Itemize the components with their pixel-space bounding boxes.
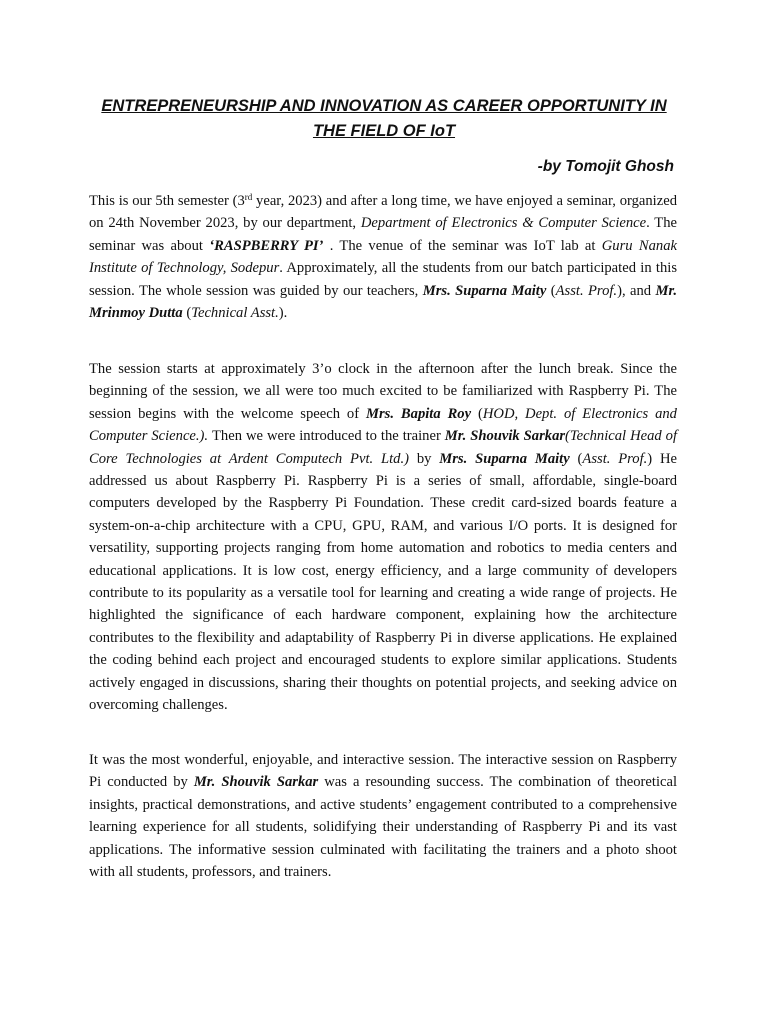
text: It was the most wonderful, enjoyable, and interactive session. The interactive session on Raspberry Pi conducted by [89,752,677,791]
title-line-1: ENTREPRENEURSHIP AND INNOVATION AS CAREER OPPORTUNITY IN [101,97,667,115]
text: Then we were introduced to the trainer [212,428,445,445]
teacher-name: Mrs. Suparna Maity [439,450,570,467]
seminar-topic: ‘RASPBERRY PI’ [209,237,324,254]
text: . Approximately, all the students from our batch participated in this session. The whole session was guided by our teachers, [89,260,677,299]
text: year, 2023) and after a long time, we have enjoyed a seminar, organized on 24th November 2023, by our department, [89,193,677,232]
trainer-role: (Technical Head of Core Technologies at Ardent Computech Pvt. Ltd.) [89,428,677,467]
text: ( [471,405,483,422]
text: ( [569,450,583,467]
text: by [408,450,440,467]
document-title [86,94,682,144]
venue-name: Guru Nanak Institute of Technology, Sodepur [89,237,677,277]
text: was a resounding success. The combination of theoretical insights, practical demonstrations, and active students’ engagement contributed to a comprehensive learning experience for all students, solidifying their understanding of Raspberry Pi and its vast applications. The informative session culminated with facilitating the trainers and a photo shoot with all students, professors, and trainers. [89,774,678,881]
paragraph-conclusion [89,749,677,883]
author-byline: -by Tomojit Ghosh [537,158,674,175]
text: . The venue of the seminar was IoT lab at [323,237,602,254]
trainer-name: Mr. Shouvik Sarkar [193,774,319,791]
department-name: Department of Electronics & Computer Science [360,215,647,232]
trainer-name: Mr. Shouvik Sarkar [444,428,566,445]
hod-role: HOD, Dept. of Electronics and Computer Science.). [89,405,677,445]
superscript: rd [244,192,253,202]
teacher-role: Technical Asst. [191,305,279,322]
teacher-name: Mr. Mrinmoy Dutta [89,282,677,322]
teacher-role: Asst. Prof. [582,450,648,467]
text: ). [278,305,288,322]
text: The session starts at approximately 3’o clock in the afternoon after the lunch break. Since the beginning of the session, we all were too much excited to be familiarized with Raspberry Pi. The session begins with the welcome speech of [89,361,677,422]
paragraph-session [89,358,677,717]
text: ) He addressed us about Raspberry Pi. Raspberry Pi is a series of small, affordable, single-board computers developed by the Raspberry Pi Foundation. These credit card-sized boards feature a system-on-a-chip architecture with a CPU, GPU, RAM, and various I/O ports. It is designed for versatility, supporting projects ranging from home automation and robotics to media centers and educational applications. It is low cost, energy efficiency, and a large community of developers contribute to its popularity as a versatile tool for learning and creating a wide range of projects. He highlighted the significance of each hardware component, explaining how the architecture contributes to the flexibility and adaptability of Raspberry Pi in diverse applications. He explained the coding behind each project and encouraged students to explore similar applications. Students actively engaged in discussions, sharing their thoughts on potential projects, and seeking advice on overcoming challenges. [89,450,678,714]
text: ( [546,282,556,299]
text: . The seminar was about [89,215,677,254]
teacher-name: Mrs. Suparna Maity [422,282,547,299]
text: This is our 5th semester (3 [89,193,245,209]
text: ( [182,305,192,322]
teacher-role: Asst. Prof. [555,282,618,299]
hod-name: Mrs. Bapita Roy [366,405,472,422]
text: ), and [617,282,656,299]
title-line-2: THE FIELD OF IoT [312,122,456,140]
paragraph-intro [89,190,677,324]
